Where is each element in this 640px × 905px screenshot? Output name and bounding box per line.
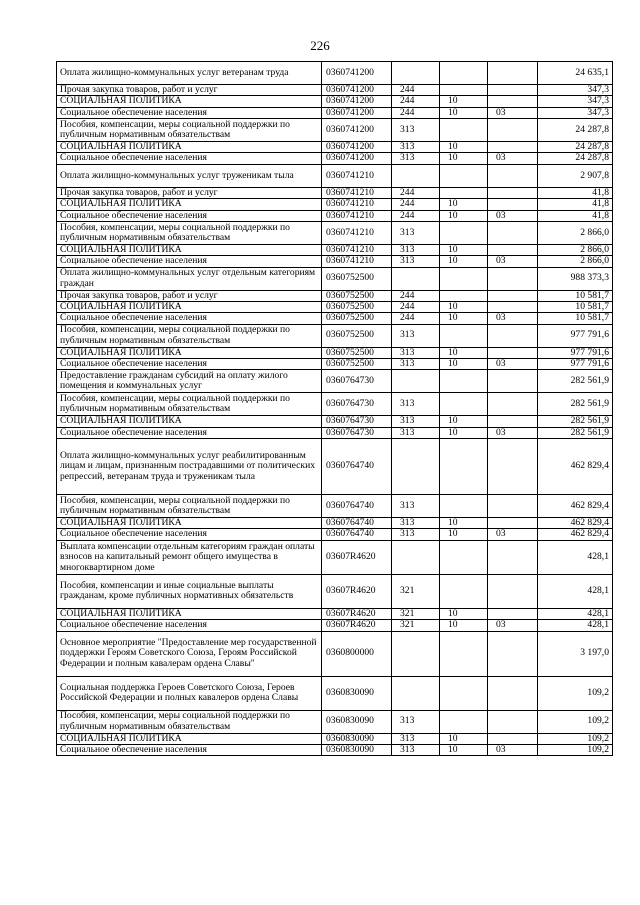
subsection-cell <box>488 199 538 210</box>
subsection-cell: 03 <box>488 529 538 540</box>
item-name-cell: Прочая закупка товаров, работ и услуг <box>57 187 322 198</box>
table-row <box>57 744 613 755</box>
amount-cell: 977 791,6 <box>538 359 613 370</box>
subsection-cell: 03 <box>488 313 538 324</box>
subsection-cell <box>488 85 538 96</box>
target-code-cell: 0360741200 <box>322 96 392 107</box>
subsection-cell <box>488 495 538 518</box>
subsection-cell <box>488 119 538 142</box>
table-row <box>57 439 613 495</box>
item-name-cell: СОЦИАЛЬНАЯ ПОЛИТИКА <box>57 199 322 210</box>
item-name-cell: Пособия, компенсации, меры социальной поддержки по публичным нормативным обязательствам <box>57 710 322 733</box>
target-code-cell: 03607R4620 <box>322 620 392 631</box>
section-cell: 10 <box>440 199 488 210</box>
table-row <box>57 370 613 393</box>
amount-cell: 347,3 <box>538 85 613 96</box>
subsection-cell <box>488 267 538 290</box>
table-row <box>57 416 613 427</box>
table-row <box>57 427 613 438</box>
section-cell <box>440 187 488 198</box>
table-row <box>57 301 613 312</box>
target-code-cell: 0360752500 <box>322 267 392 290</box>
section-cell: 10 <box>440 733 488 744</box>
item-name-cell: Оплата жилищно-коммунальных услуг отдельным категориям граждан <box>57 267 322 290</box>
table-row <box>57 187 613 198</box>
amount-cell: 24 287,8 <box>538 119 613 142</box>
table-row <box>57 107 613 118</box>
section-cell: 10 <box>440 529 488 540</box>
subsection-cell <box>488 324 538 347</box>
target-code-cell: 0360764740 <box>322 518 392 529</box>
item-name-cell: СОЦИАЛЬНАЯ ПОЛИТИКА <box>57 733 322 744</box>
expense-type-cell: 244 <box>392 313 440 324</box>
subsection-cell <box>488 244 538 255</box>
amount-cell: 2 907,8 <box>538 164 613 187</box>
section-cell <box>440 85 488 96</box>
expense-type-cell: 244 <box>392 85 440 96</box>
table-row <box>57 85 613 96</box>
expense-type-cell: 244 <box>392 210 440 221</box>
expense-type-cell: 313 <box>392 518 440 529</box>
expense-type-cell <box>392 540 440 574</box>
expense-type-cell: 313 <box>392 221 440 244</box>
section-cell <box>440 221 488 244</box>
item-name-cell: СОЦИАЛЬНАЯ ПОЛИТИКА <box>57 416 322 427</box>
item-name-cell: Выплата компенсации отдельным категориям граждан оплаты взносов на капитальный ремонт общего имущества в многоквартирном доме <box>57 540 322 574</box>
amount-cell: 347,3 <box>538 107 613 118</box>
item-name-cell: Пособия, компенсации, меры социальной поддержки по публичным нормативным обязательствам <box>57 221 322 244</box>
item-name-cell: СОЦИАЛЬНАЯ ПОЛИТИКА <box>57 518 322 529</box>
target-code-cell: 0360741210 <box>322 210 392 221</box>
expense-type-cell <box>392 267 440 290</box>
section-cell <box>440 540 488 574</box>
page-number: 226 <box>310 38 330 53</box>
amount-cell: 24 287,8 <box>538 153 613 164</box>
table-row <box>57 608 613 619</box>
target-code-cell: 0360764740 <box>322 495 392 518</box>
target-code-cell: 0360830090 <box>322 744 392 755</box>
section-cell <box>440 290 488 301</box>
section-cell: 10 <box>440 608 488 619</box>
expense-type-cell: 244 <box>392 107 440 118</box>
section-cell: 10 <box>440 244 488 255</box>
table-row <box>57 710 613 733</box>
expense-type-cell: 321 <box>392 574 440 608</box>
item-name-cell: Социальное обеспечение населения <box>57 256 322 267</box>
expense-type-cell: 313 <box>392 495 440 518</box>
item-name-cell: Пособия, компенсации, меры социальной поддержки по публичным нормативным обязательствам <box>57 324 322 347</box>
subsection-cell <box>488 439 538 495</box>
expense-type-cell <box>392 164 440 187</box>
subsection-cell: 03 <box>488 107 538 118</box>
subsection-cell <box>488 164 538 187</box>
table-row <box>57 324 613 347</box>
section-cell <box>440 631 488 676</box>
section-cell: 10 <box>440 210 488 221</box>
expense-type-cell: 244 <box>392 301 440 312</box>
item-name-cell: СОЦИАЛЬНАЯ ПОЛИТИКА <box>57 244 322 255</box>
section-cell: 10 <box>440 153 488 164</box>
item-name-cell: СОЦИАЛЬНАЯ ПОЛИТИКА <box>57 142 322 153</box>
table-row <box>57 290 613 301</box>
item-name-cell: Основное мероприятие "Предоставление мер государственной поддержки Героям Советского Союза, Героям Российской Федерации и полным кавалерам ордена Славы" <box>57 631 322 676</box>
section-cell: 10 <box>440 427 488 438</box>
subsection-cell <box>488 540 538 574</box>
expense-type-cell: 313 <box>392 142 440 153</box>
subsection-cell: 03 <box>488 153 538 164</box>
amount-cell: 10 581,7 <box>538 313 613 324</box>
amount-cell: 977 791,6 <box>538 347 613 358</box>
table-row <box>57 244 613 255</box>
target-code-cell: 03607R4620 <box>322 574 392 608</box>
amount-cell: 2 866,0 <box>538 256 613 267</box>
expense-type-cell: 313 <box>392 119 440 142</box>
subsection-cell: 03 <box>488 744 538 755</box>
section-cell <box>440 324 488 347</box>
expense-type-cell: 313 <box>392 359 440 370</box>
amount-cell: 109,2 <box>538 733 613 744</box>
section-cell <box>440 119 488 142</box>
section-cell <box>440 710 488 733</box>
item-name-cell: Социальное обеспечение населения <box>57 313 322 324</box>
target-code-cell: 0360830090 <box>322 733 392 744</box>
amount-cell: 428,1 <box>538 620 613 631</box>
item-name-cell: Социальная поддержка Героев Советского Союза, Героев Российской Федерации и полных кавалеров ордена Славы <box>57 676 322 710</box>
subsection-cell: 03 <box>488 210 538 221</box>
amount-cell: 10 581,7 <box>538 290 613 301</box>
target-code-cell: 0360741210 <box>322 221 392 244</box>
item-name-cell: СОЦИАЛЬНАЯ ПОЛИТИКА <box>57 301 322 312</box>
expense-type-cell: 244 <box>392 199 440 210</box>
amount-cell: 109,2 <box>538 676 613 710</box>
target-code-cell: 0360741210 <box>322 256 392 267</box>
table-row <box>57 574 613 608</box>
table-row <box>57 119 613 142</box>
expense-type-cell <box>392 370 440 393</box>
subsection-cell <box>488 518 538 529</box>
item-name-cell: Предоставление гражданам субсидий на оплату жилого помещения и коммунальных услуг <box>57 370 322 393</box>
expense-type-cell <box>392 62 440 85</box>
expense-type-cell: 313 <box>392 256 440 267</box>
section-cell: 10 <box>440 347 488 358</box>
table-row <box>57 267 613 290</box>
target-code-cell: 0360752500 <box>322 347 392 358</box>
target-code-cell: 0360764730 <box>322 370 392 393</box>
item-name-cell: Оплата жилищно-коммунальных услуг ветеранам труда <box>57 62 322 85</box>
amount-cell: 24 287,8 <box>538 142 613 153</box>
amount-cell: 109,2 <box>538 744 613 755</box>
amount-cell: 282 561,9 <box>538 416 613 427</box>
item-name-cell: Пособия, компенсации, меры социальной поддержки по публичным нормативным обязательствам <box>57 119 322 142</box>
item-name-cell: Социальное обеспечение населения <box>57 427 322 438</box>
subsection-cell <box>488 393 538 416</box>
budget-table <box>56 61 613 756</box>
table-row <box>57 393 613 416</box>
subsection-cell <box>488 631 538 676</box>
table-row <box>57 256 613 267</box>
subsection-cell <box>488 347 538 358</box>
expense-type-cell <box>392 676 440 710</box>
expense-type-cell: 313 <box>392 710 440 733</box>
table-row <box>57 164 613 187</box>
item-name-cell: Социальное обеспечение населения <box>57 359 322 370</box>
amount-cell: 282 561,9 <box>538 370 613 393</box>
section-cell <box>440 62 488 85</box>
item-name-cell: Социальное обеспечение населения <box>57 107 322 118</box>
target-code-cell: 0360764740 <box>322 529 392 540</box>
table-row <box>57 347 613 358</box>
expense-type-cell: 244 <box>392 187 440 198</box>
expense-type-cell: 313 <box>392 153 440 164</box>
item-name-cell: Социальное обеспечение населения <box>57 744 322 755</box>
target-code-cell: 0360741200 <box>322 119 392 142</box>
section-cell: 10 <box>440 744 488 755</box>
amount-cell: 41,8 <box>538 210 613 221</box>
section-cell <box>440 439 488 495</box>
amount-cell: 282 561,9 <box>538 427 613 438</box>
target-code-cell: 0360741200 <box>322 142 392 153</box>
target-code-cell: 0360741210 <box>322 164 392 187</box>
table-row <box>57 733 613 744</box>
expense-type-cell: 313 <box>392 347 440 358</box>
subsection-cell <box>488 416 538 427</box>
section-cell: 10 <box>440 256 488 267</box>
section-cell: 10 <box>440 620 488 631</box>
subsection-cell: 03 <box>488 427 538 438</box>
subsection-cell: 03 <box>488 620 538 631</box>
amount-cell: 462 829,4 <box>538 495 613 518</box>
subsection-cell <box>488 62 538 85</box>
amount-cell: 428,1 <box>538 574 613 608</box>
budget-table-body <box>57 62 613 756</box>
amount-cell: 2 866,0 <box>538 221 613 244</box>
table-row <box>57 359 613 370</box>
subsection-cell <box>488 710 538 733</box>
target-code-cell: 03607R4620 <box>322 608 392 619</box>
table-row <box>57 495 613 518</box>
target-code-cell: 0360741200 <box>322 62 392 85</box>
table-row <box>57 676 613 710</box>
table-row <box>57 62 613 85</box>
target-code-cell: 0360741200 <box>322 107 392 118</box>
subsection-cell <box>488 733 538 744</box>
section-cell: 10 <box>440 96 488 107</box>
section-cell: 10 <box>440 518 488 529</box>
target-code-cell: 0360741200 <box>322 153 392 164</box>
expense-type-cell <box>392 439 440 495</box>
item-name-cell: Социальное обеспечение населения <box>57 529 322 540</box>
table-row <box>57 518 613 529</box>
amount-cell: 41,8 <box>538 187 613 198</box>
section-cell: 10 <box>440 142 488 153</box>
subsection-cell <box>488 221 538 244</box>
amount-cell: 2 866,0 <box>538 244 613 255</box>
amount-cell: 462 829,4 <box>538 439 613 495</box>
section-cell <box>440 393 488 416</box>
expense-type-cell: 313 <box>392 416 440 427</box>
item-name-cell: Пособия, компенсации и иные социальные выплаты гражданам, кроме публичных нормативных обязательств <box>57 574 322 608</box>
section-cell: 10 <box>440 107 488 118</box>
subsection-cell <box>488 187 538 198</box>
table-row <box>57 620 613 631</box>
amount-cell: 282 561,9 <box>538 393 613 416</box>
target-code-cell: 0360741210 <box>322 244 392 255</box>
item-name-cell: СОЦИАЛЬНАЯ ПОЛИТИКА <box>57 96 322 107</box>
expense-type-cell: 313 <box>392 744 440 755</box>
table-row <box>57 142 613 153</box>
amount-cell: 109,2 <box>538 710 613 733</box>
subsection-cell <box>488 370 538 393</box>
amount-cell: 41,8 <box>538 199 613 210</box>
amount-cell: 347,3 <box>538 96 613 107</box>
target-code-cell: 0360764740 <box>322 439 392 495</box>
expense-type-cell: 244 <box>392 96 440 107</box>
expense-type-cell: 313 <box>392 244 440 255</box>
amount-cell: 3 197,0 <box>538 631 613 676</box>
expense-type-cell: 321 <box>392 620 440 631</box>
subsection-cell <box>488 301 538 312</box>
item-name-cell: Пособия, компенсации, меры социальной поддержки по публичным нормативным обязательствам <box>57 495 322 518</box>
item-name-cell: Оплата жилищно-коммунальных услуг реабилитированным лицам и лицам, признанным пострадавшими от политических репрессий, ветеранам труда и труженикам тыла <box>57 439 322 495</box>
target-code-cell: 0360741210 <box>322 199 392 210</box>
section-cell: 10 <box>440 301 488 312</box>
target-code-cell: 03607R4620 <box>322 540 392 574</box>
amount-cell: 977 791,6 <box>538 324 613 347</box>
amount-cell: 10 581,7 <box>538 301 613 312</box>
expense-type-cell <box>392 631 440 676</box>
item-name-cell: СОЦИАЛЬНАЯ ПОЛИТИКА <box>57 347 322 358</box>
expense-type-cell: 313 <box>392 733 440 744</box>
subsection-cell <box>488 96 538 107</box>
expense-type-cell: 313 <box>392 529 440 540</box>
amount-cell: 24 635,1 <box>538 62 613 85</box>
expense-type-cell: 313 <box>392 324 440 347</box>
expense-type-cell: 313 <box>392 427 440 438</box>
table-row <box>57 96 613 107</box>
expense-type-cell: 313 <box>392 393 440 416</box>
section-cell <box>440 267 488 290</box>
target-code-cell: 0360752500 <box>322 324 392 347</box>
target-code-cell: 0360752500 <box>322 290 392 301</box>
table-row <box>57 631 613 676</box>
amount-cell: 428,1 <box>538 608 613 619</box>
section-cell <box>440 370 488 393</box>
section-cell <box>440 574 488 608</box>
table-row <box>57 199 613 210</box>
item-name-cell: Социальное обеспечение населения <box>57 620 322 631</box>
table-row <box>57 221 613 244</box>
target-code-cell: 0360764730 <box>322 416 392 427</box>
amount-cell: 462 829,4 <box>538 518 613 529</box>
target-code-cell: 0360752500 <box>322 359 392 370</box>
item-name-cell: Социальное обеспечение населения <box>57 153 322 164</box>
section-cell: 10 <box>440 416 488 427</box>
subsection-cell <box>488 290 538 301</box>
expense-type-cell: 244 <box>392 290 440 301</box>
section-cell: 10 <box>440 359 488 370</box>
subsection-cell <box>488 676 538 710</box>
target-code-cell: 0360830090 <box>322 676 392 710</box>
target-code-cell: 0360752500 <box>322 313 392 324</box>
table-row <box>57 540 613 574</box>
target-code-cell: 0360741200 <box>322 85 392 96</box>
item-name-cell: Прочая закупка товаров, работ и услуг <box>57 85 322 96</box>
item-name-cell: Оплата жилищно-коммунальных услуг труженикам тыла <box>57 164 322 187</box>
subsection-cell <box>488 574 538 608</box>
expense-type-cell: 321 <box>392 608 440 619</box>
table-row <box>57 210 613 221</box>
target-code-cell: 0360800000 <box>322 631 392 676</box>
section-cell <box>440 676 488 710</box>
target-code-cell: 0360764730 <box>322 393 392 416</box>
section-cell: 10 <box>440 313 488 324</box>
table-row <box>57 529 613 540</box>
subsection-cell <box>488 608 538 619</box>
target-code-cell: 0360752500 <box>322 301 392 312</box>
item-name-cell: Пособия, компенсации, меры социальной поддержки по публичным нормативным обязательствам <box>57 393 322 416</box>
amount-cell: 428,1 <box>538 540 613 574</box>
target-code-cell: 0360741210 <box>322 187 392 198</box>
target-code-cell: 0360764730 <box>322 427 392 438</box>
item-name-cell: Социальное обеспечение населения <box>57 210 322 221</box>
amount-cell: 988 373,3 <box>538 267 613 290</box>
target-code-cell: 0360830090 <box>322 710 392 733</box>
table-row <box>57 313 613 324</box>
item-name-cell: Прочая закупка товаров, работ и услуг <box>57 290 322 301</box>
subsection-cell: 03 <box>488 256 538 267</box>
amount-cell: 462 829,4 <box>538 529 613 540</box>
item-name-cell: СОЦИАЛЬНАЯ ПОЛИТИКА <box>57 608 322 619</box>
section-cell <box>440 164 488 187</box>
section-cell <box>440 495 488 518</box>
subsection-cell <box>488 142 538 153</box>
table-row <box>57 153 613 164</box>
subsection-cell: 03 <box>488 359 538 370</box>
